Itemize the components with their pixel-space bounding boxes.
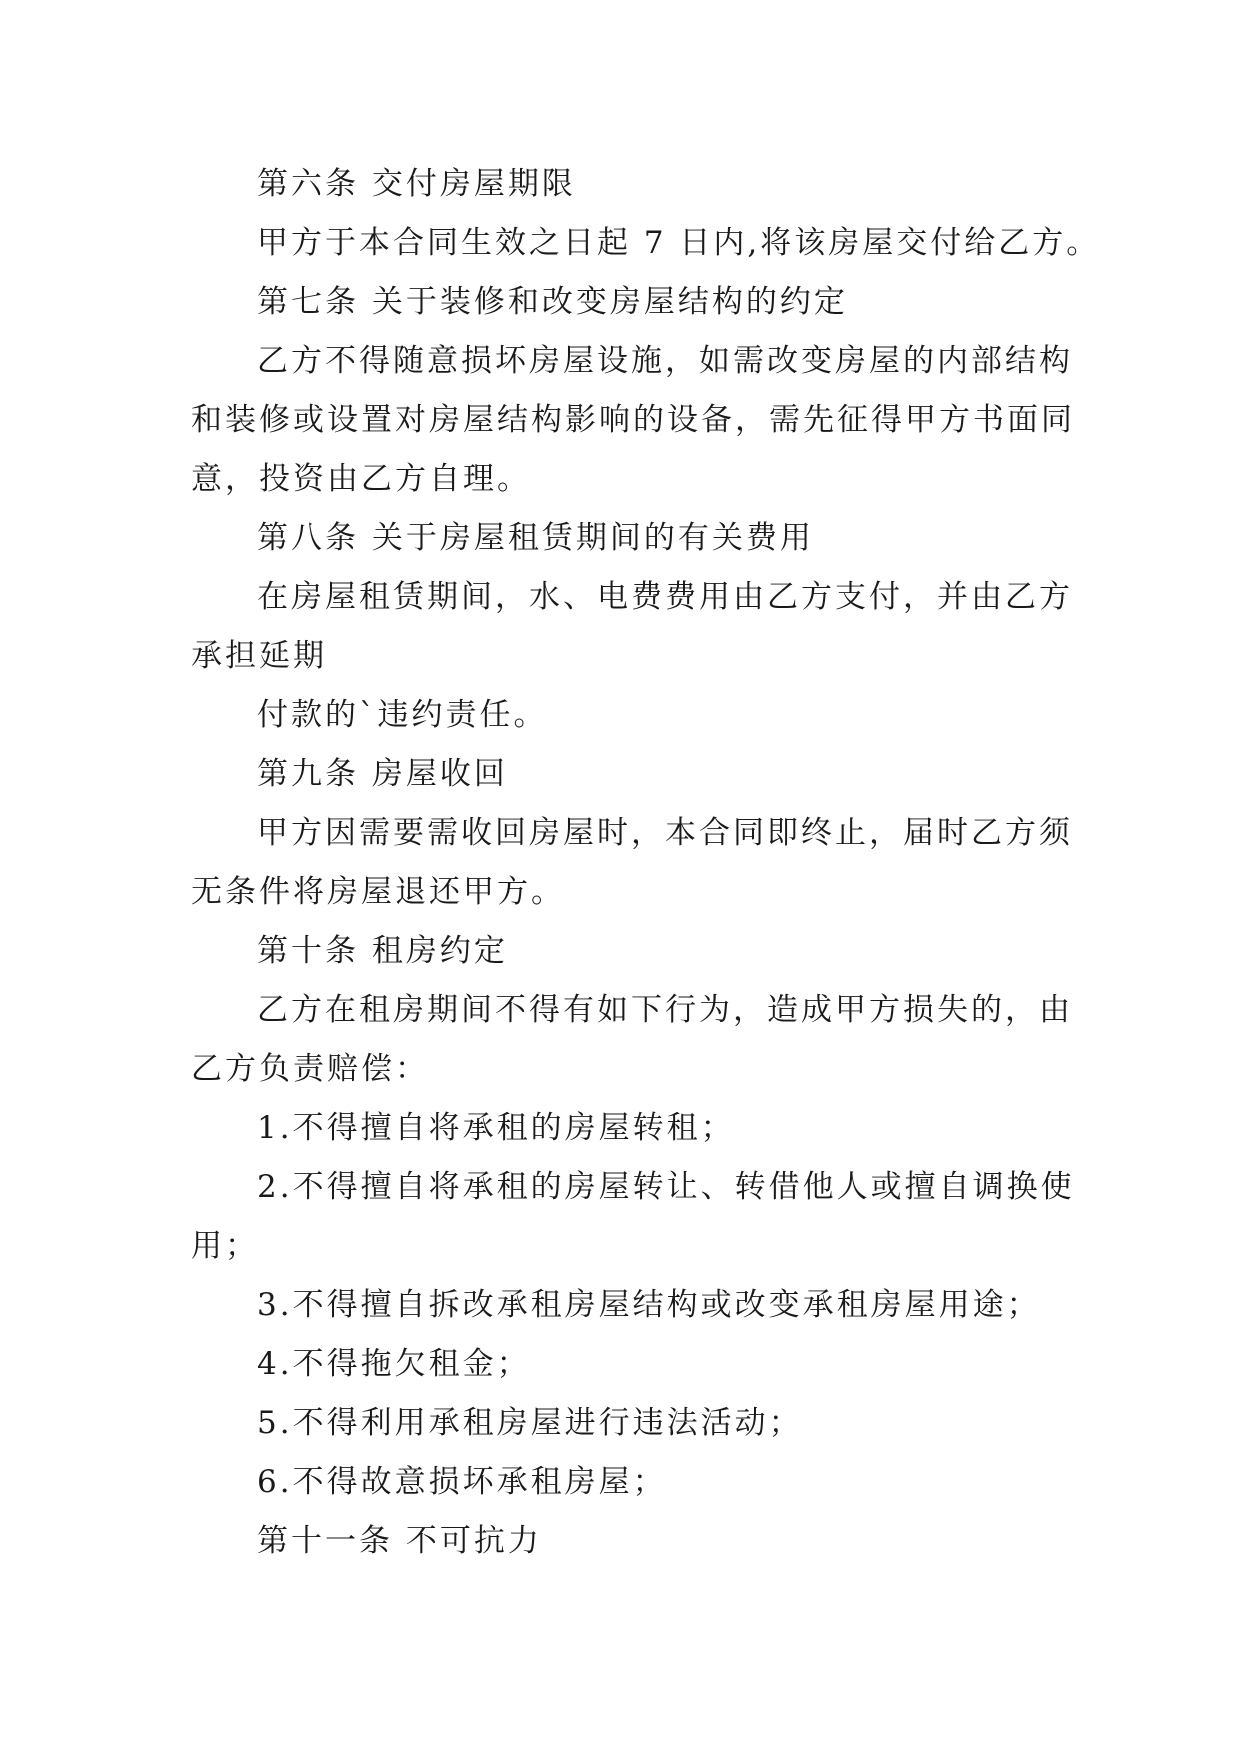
- paragraph-line: 乙方在租房期间不得有如下行为，造成甲方损失的，由: [257, 992, 1073, 1028]
- article-9-heading: 第九条 房屋收回: [257, 756, 508, 792]
- article-8-heading: 第八条 关于房屋租赁期间的有关费用: [257, 520, 814, 556]
- paragraph-line: 甲方因需要需收回房屋时，本合同即终止，届时乙方须: [257, 815, 1073, 851]
- article-7-heading: 第七条 关于装修和改变房屋结构的约定: [257, 284, 848, 320]
- paragraph-line: 承担延期: [191, 638, 327, 674]
- list-item: 2.不得擅自将承租的房屋转让、转借他人或擅自调换使: [257, 1169, 1075, 1205]
- list-item-continuation: 用；: [191, 1228, 259, 1264]
- article-11-heading: 第十一条 不可抗力: [257, 1523, 542, 1559]
- paragraph-line: 和装修或设置对房屋结构影响的设备，需先征得甲方书面同: [191, 402, 1075, 438]
- list-item: 5.不得利用承租房屋进行违法活动；: [257, 1405, 803, 1441]
- paragraph-line: 甲方于本合同生效之日起 7 日内,将该房屋交付给乙方。: [257, 225, 1101, 261]
- article-10-heading: 第十条 租房约定: [257, 933, 508, 969]
- paragraph-line: 乙方负责赔偿：: [191, 1051, 429, 1087]
- article-6-heading: 第六条 交付房屋期限: [257, 166, 576, 202]
- paragraph-line: 付款的`违约责任。: [257, 697, 548, 733]
- paragraph-line: 在房屋租赁期间，水、电费费用由乙方支付，并由乙方: [257, 579, 1073, 615]
- paragraph-line: 乙方不得随意损坏房屋设施，如需改变房屋的内部结构: [257, 343, 1073, 379]
- paragraph-line: 意，投资由乙方自理。: [191, 461, 531, 497]
- paragraph-line: 无条件将房屋退还甲方。: [191, 874, 565, 910]
- list-item: 3.不得擅自拆改承租房屋结构或改变承租房屋用途；: [257, 1287, 1041, 1323]
- list-item: 1.不得擅自将承租的房屋转租；: [257, 1110, 735, 1146]
- list-item: 6.不得故意损坏承租房屋；: [257, 1464, 667, 1500]
- list-item: 4.不得拖欠租金；: [257, 1346, 531, 1382]
